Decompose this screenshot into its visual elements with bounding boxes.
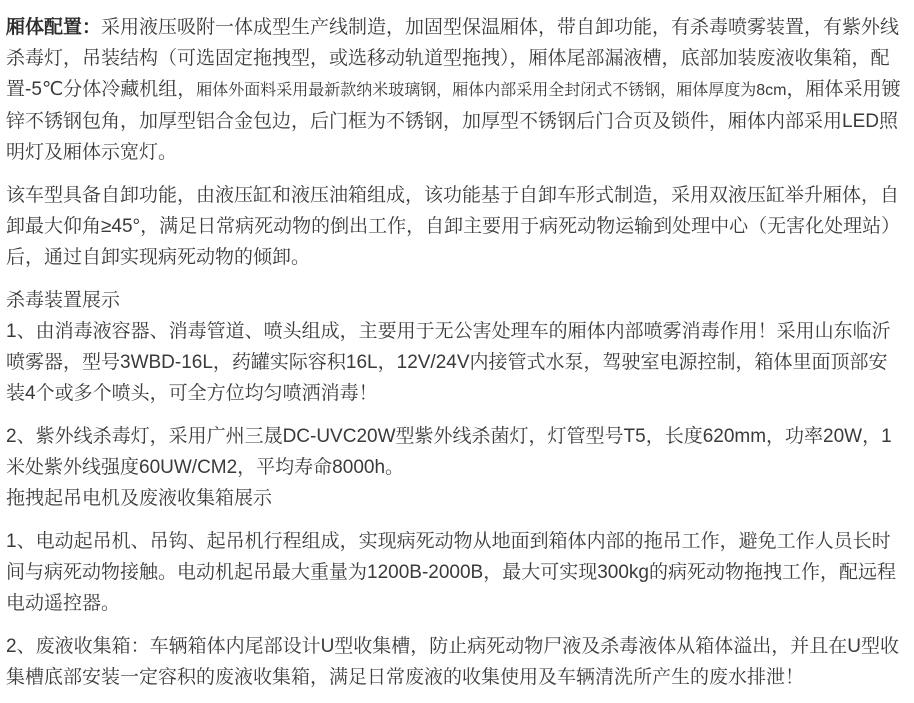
disinfection-sprayer-item: 1、由消毒液容器、消毒管道、喷头组成，主要用于无公害处理车的厢体内部喷雾消毒作用！采用山东临沂喷雾器，型号3WBD-16L，药罐实际容积16L，12V/24V内接管式水泵，驾驶室电源控制，箱体里面顶部安装4个或多个喷头，可全方位均匀喷洒消毒！ [6,321,891,404]
box-configuration-text-1: 采用液压吸附一体成型生产线制造，加固型保温厢体，带自卸功能，有杀毒喷雾装置，有紫外线杀毒灯，吊装结构（可选固定拖拽型，或选移动轨道型拖拽），厢体尾部漏液槽，底部加装废液收集箱，配置-5℃分体冷藏机组， [6,17,900,100]
paragraph-disinfection-device [6,285,906,409]
uv-lamp-item: 2、紫外线杀毒灯，采用广州三晟DC-UVC20W型紫外线杀菌灯，灯管型号T5，长度620mm，功率20W，1米处紫外线强度60UW/CM2，平均寿命8000h。 [6,426,892,478]
waste-liquid-tank-item: 2、废液收集箱：车辆箱体内尾部设计U型收集槽，防止病死动物尸液及杀毒液体从箱体溢出，并且在U型收集槽底部安装一定容积的废液收集箱，满足日常废液的收集使用及车辆清洗所产生的废水排泄！ [6,636,900,688]
electric-hoist-item: 1、电动起吊机、吊钩、起吊机行程组成，实现病死动物从地面到箱体内部的拖吊工作，避免工作人员长时间与病死动物接触。电动机起吊最大重量为1200B-2000B，最大可实现300kg的病死动物拖拽工作，配远程电动遥控器。 [6,531,896,614]
paragraph-waste-liquid-tank [6,631,906,693]
box-configuration-lead-label: 厢体配置： [6,17,102,38]
self-dumping-text: 该车型具备自卸功能，由液压缸和液压油箱组成，该功能基于自卸车形式制造，采用双液压缸举升厢体，自卸最大仰角≥45°，满足日常病死动物的倒出工作，自卸主要用于病死动物运输到处理中心（无害化处理站）后，通过自卸实现病死动物的倾卸。 [6,185,901,268]
paragraph-uv-lamp [6,421,906,514]
paragraph-self-dumping-function [6,180,906,273]
section-title-disinfection-device: 杀毒装置展示 [6,290,121,311]
box-configuration-text-2: ，厢体采用镀锌不锈钢包角，加厚型铝合金包边，后门框为不锈钢，加厚型不锈钢后门合页及锁件，厢体内部采用LED照明灯及厢体示宽灯。 [6,79,901,163]
box-configuration-small-segment: 厢体外面料采用最新款纳米玻璃钢，厢体内部采用全封闭式不锈钢，厢体厚度为8cm [196,82,787,99]
paragraph-box-configuration [6,12,906,168]
paragraph-electric-hoist [6,526,906,619]
section-title-hoist-and-waste-tank: 拖拽起吊电机及废液收集箱展示 [6,488,273,509]
